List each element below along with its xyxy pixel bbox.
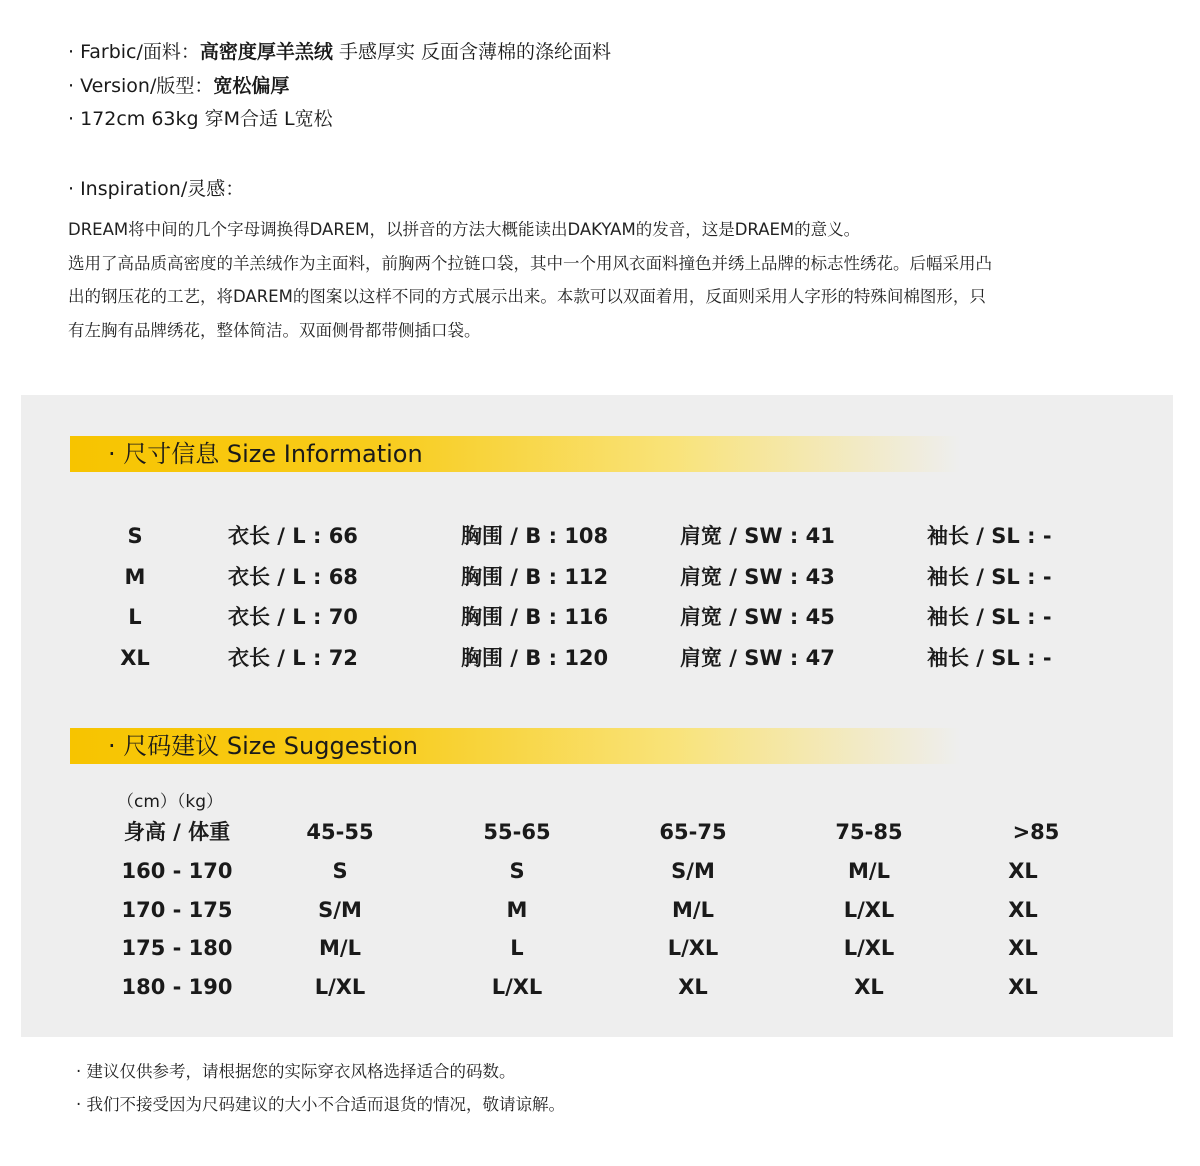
chest-value: 胸围 / B : 108: [461, 524, 609, 548]
weight-range-header: 55-65: [483, 820, 551, 844]
shoulder-value: 肩宽 / SW : 45: [680, 605, 835, 629]
shoulder-value: 肩宽 / SW : 41: [680, 524, 835, 548]
chest-value: 胸围 / B : 116: [461, 605, 609, 629]
fit-note: · 172cm 63kg 穿M合适 L宽松: [68, 108, 333, 130]
suggested-size: M/L: [319, 936, 361, 960]
version-label: · Version/版型：: [68, 75, 214, 97]
suggested-size: XL: [1008, 936, 1038, 960]
size-suggestion-title: · 尺码建议 Size Suggestion: [108, 732, 418, 760]
inspiration-line-3: 出的钢压花的工艺，将DAREM的图案以这样不同的方式展示出来。本款可以双面着用，反面则采用人字形的特殊间棉图形，只: [68, 287, 986, 306]
suggested-size: L/XL: [843, 898, 895, 922]
version-highlight: 宽松偏厚: [213, 75, 290, 97]
fabric-label: · Farbic/面料：: [68, 41, 200, 63]
suggested-size: S: [509, 859, 525, 883]
fabric-detail: 手感厚实 反面含薄棉的涤纶面料: [332, 41, 612, 63]
size-info-title: · 尺寸信息 Size Information: [108, 440, 423, 468]
suggested-size: XL: [1008, 898, 1038, 922]
inspiration-line-4: 有左胸有品牌绣花，整体简洁。双面侧骨都带侧插口袋。: [68, 321, 481, 340]
suggested-size: M/L: [848, 859, 890, 883]
suggested-size: S: [332, 859, 348, 883]
size-label: XL: [120, 646, 150, 670]
height-range: 160 - 170: [121, 859, 233, 883]
suggested-size: S/M: [671, 859, 715, 883]
disclaimer-note-2: · 我们不接受因为尺码建议的大小不合适而退货的情况，敬请谅解。: [76, 1095, 565, 1114]
size-label: S: [127, 524, 143, 548]
inspiration-line-1: DREAM将中间的几个字母调换得DAREM，以拼音的方法大概能读出DAKYAM的发音，这是DRAEM的意义。: [68, 220, 861, 239]
size-label: L: [128, 605, 142, 629]
suggested-size: M/L: [672, 898, 714, 922]
suggested-size: XL: [678, 975, 708, 999]
height-range: 170 - 175: [121, 898, 233, 922]
sleeve-value: 袖长 / SL : -: [927, 646, 1052, 670]
inspiration-heading: · Inspiration/灵感：: [68, 178, 245, 200]
length-value: 衣长 / L : 68: [228, 565, 358, 589]
sleeve-value: 袖长 / SL : -: [927, 565, 1052, 589]
inspiration-line-2: 选用了高品质高密度的羊羔绒作为主面料，前胸两个拉链口袋，其中一个用风衣面料撞色并绣上品牌的标志性绣花。后幅采用凸: [68, 254, 992, 273]
sleeve-value: 袖长 / SL : -: [927, 605, 1052, 629]
size-label: M: [124, 565, 146, 589]
size-panel: [21, 395, 1173, 1037]
disclaimer-note-1: · 建议仅供参考，请根据您的实际穿衣风格选择适合的码数。: [76, 1062, 516, 1081]
shoulder-value: 肩宽 / SW : 43: [680, 565, 835, 589]
length-value: 衣长 / L : 70: [228, 605, 358, 629]
height-weight-header: 身高 / 体重: [123, 820, 231, 844]
weight-range-header: 65-75: [659, 820, 727, 844]
suggested-size: L/XL: [491, 975, 543, 999]
size-suggestion-header: [70, 728, 960, 764]
height-range: 180 - 190: [121, 975, 233, 999]
suggested-size: L: [510, 936, 524, 960]
fabric-line: [68, 40, 611, 64]
suggested-size: L/XL: [314, 975, 366, 999]
chest-value: 胸围 / B : 120: [461, 646, 609, 670]
suggested-size: M: [506, 898, 528, 922]
suggested-size: L/XL: [843, 936, 895, 960]
suggested-size: S/M: [318, 898, 362, 922]
suggested-size: XL: [854, 975, 884, 999]
version-line: [68, 74, 289, 98]
suggested-size: XL: [1008, 859, 1038, 883]
sleeve-value: 袖长 / SL : -: [927, 524, 1052, 548]
shoulder-value: 肩宽 / SW : 47: [680, 646, 835, 670]
units-label: （cm）（kg）: [117, 792, 224, 812]
weight-range-header: >85: [1012, 820, 1060, 844]
length-value: 衣长 / L : 72: [228, 646, 358, 670]
weight-range-header: 75-85: [835, 820, 903, 844]
length-value: 衣长 / L : 66: [228, 524, 358, 548]
size-info-header: [70, 436, 960, 472]
suggested-size: XL: [1008, 975, 1038, 999]
weight-range-header: 45-55: [306, 820, 374, 844]
suggested-size: L/XL: [667, 936, 719, 960]
height-range: 175 - 180: [121, 936, 233, 960]
chest-value: 胸围 / B : 112: [461, 565, 609, 589]
fabric-highlight: 高密度厚羊羔绒: [199, 41, 333, 63]
